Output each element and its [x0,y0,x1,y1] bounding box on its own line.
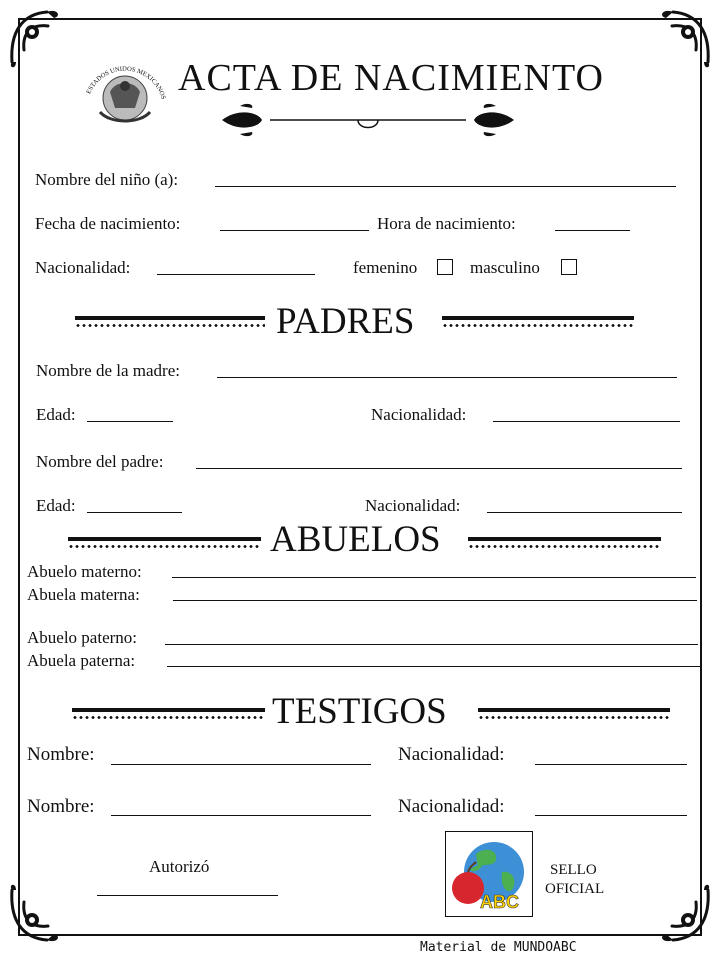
father-age-field[interactable] [87,512,182,513]
witness2-name-field[interactable] [111,815,371,816]
mother-nationality-label: Nacionalidad: [371,405,467,424]
svg-text:ABC: ABC [480,892,519,912]
mother-age-label: Edad: [36,405,76,424]
father-nationality-field[interactable] [487,512,682,513]
svg-text:ESTADOS UNIDOS MEXICANOS: ESTADOS UNIDOS MEXICANOS [85,65,167,101]
section-divider-left [72,708,265,719]
father-nationality-label: Nacionalidad: [365,496,461,515]
section-divider-left [68,537,261,548]
witness1-nationality-label: Nacionalidad: [398,744,505,765]
child-name-field[interactable] [215,186,676,187]
witness2-name-label: Nombre: [27,796,95,817]
witness2-nationality-label: Nacionalidad: [398,796,505,817]
stamp-label-line1: SELLO [550,862,597,878]
father-name-label: Nombre del padre: [36,452,164,471]
birth-date-label: Fecha de nacimiento: [35,214,181,233]
section-divider-right [478,708,670,719]
paternal-grandfather-field[interactable] [165,644,698,645]
paternal-grandmother-label: Abuela paterna: [27,651,136,670]
maternal-grandfather-field[interactable] [172,577,696,578]
corner-ornament-top-left-icon [2,2,72,72]
child-nationality-field[interactable] [157,274,315,275]
mother-name-label: Nombre de la madre: [36,361,180,380]
globe-apple-icon [446,832,531,915]
witness2-nationality-field[interactable] [535,815,687,816]
female-label: femenino [353,258,418,277]
birth-time-field[interactable] [555,230,630,231]
male-label: masculino [470,258,540,277]
mexico-coat-of-arms-icon [80,52,170,130]
father-age-label: Edad: [36,496,76,515]
male-checkbox[interactable] [561,259,577,275]
section-divider-left [75,316,265,327]
birth-time-label: Hora de nacimiento: [377,214,516,233]
stamp-label-line2: OFICIAL [545,881,605,897]
birth-date-field[interactable] [220,230,369,231]
maternal-grandmother-label: Abuela materna: [27,585,140,604]
section-divider-right [442,316,634,327]
document-title: ACTA DE NACIMIENTO [178,57,604,99]
corner-ornament-bottom-left-icon [2,880,72,950]
mother-name-field[interactable] [217,377,677,378]
witness1-name-label: Nombre: [27,744,95,765]
witness1-nationality-field[interactable] [535,764,687,765]
female-checkbox[interactable] [437,259,453,275]
credit-text: Material de MUNDOABC [420,940,577,955]
abuelos-heading: ABUELOS [270,519,441,560]
corner-ornament-top-right-icon [648,2,718,72]
title-flourish-icon [218,98,518,142]
section-divider-right [468,537,661,548]
authorized-label: Autorizó [149,857,210,876]
mother-age-field[interactable] [87,421,173,422]
maternal-grandfather-label: Abuelo materno: [27,562,142,581]
abc-logo [445,831,533,917]
maternal-grandmother-field[interactable] [173,600,697,601]
paternal-grandfather-label: Abuelo paterno: [27,628,137,647]
authorized-signature-field[interactable] [97,895,278,896]
father-name-field[interactable] [196,468,682,469]
padres-heading: PADRES [276,301,415,342]
mother-nationality-field[interactable] [493,421,680,422]
testigos-heading: TESTIGOS [272,691,447,732]
corner-ornament-bottom-right-icon [648,880,718,950]
child-nationality-label: Nacionalidad: [35,258,131,277]
page-border [18,18,702,936]
paternal-grandmother-field[interactable] [167,666,700,667]
child-name-label: Nombre del niño (a): [35,170,179,189]
witness1-name-field[interactable] [111,764,371,765]
